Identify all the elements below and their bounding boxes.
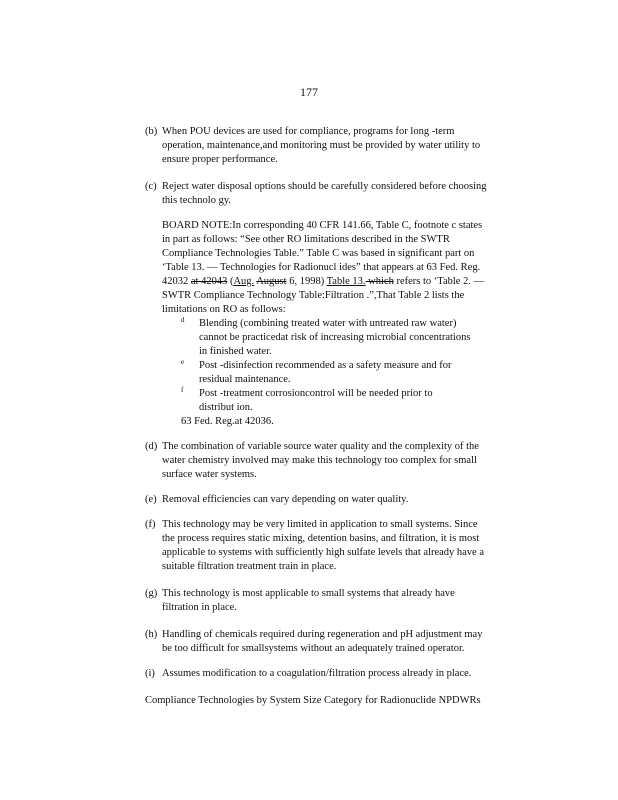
board-note-line-6: SWTR Compliance Technology Table:Filtration .”,That Table 2 lists the bbox=[162, 290, 465, 301]
note-c-line-1: Reject water disposal options should be carefully considered before choosing bbox=[162, 181, 487, 192]
citation: 63 Fed. Reg.at 42036. bbox=[181, 416, 274, 427]
footnote-f-line-1: Post -treatment corrosioncontrol will be needed prior to bbox=[199, 388, 433, 399]
note-f-line-3: applicable to systems with sufficiently high sulfate levels that already have a bbox=[162, 547, 485, 558]
note-e-marker: (e) bbox=[145, 494, 157, 505]
footnote-d-line-1: Blending (combining treated water with untreated raw water) bbox=[199, 318, 457, 329]
note-h-line-1: Handling of chemicals required during regeneration and pH adjustment may bbox=[162, 629, 483, 640]
board-note-line-2: in part as follows: “See other RO limitations described in the SWTR bbox=[162, 234, 450, 245]
note-f-line-1: This technology may be very limited in application to small systems. Since bbox=[162, 519, 478, 530]
note-g-line-2: filtration in place. bbox=[162, 602, 237, 613]
note-b-marker: (b) bbox=[145, 126, 158, 137]
note-i-line-1: Assumes modification to a coagulation/filtration process already in place. bbox=[162, 668, 472, 679]
note-h-marker: (h) bbox=[145, 629, 158, 640]
note-f-line-2: the process requires static mixing, detention basins, and filtration, it is most bbox=[162, 533, 480, 544]
footnote-f-line-2: distribut ion. bbox=[199, 402, 253, 413]
note-g-line-1: This technology is most applicable to small systems that already have bbox=[162, 588, 455, 599]
page-number: 177 bbox=[300, 85, 318, 99]
underlined-text: Table 13. bbox=[326, 276, 366, 287]
underlined-text: Aug. bbox=[233, 276, 255, 287]
board-note-line-4: ‘Table 13. — Technologies for Radionucl ides” that appears at 63 Fed. Reg. bbox=[162, 262, 481, 273]
note-d-line-3: surface water systems. bbox=[162, 469, 257, 480]
note-d-line-2: water chemistry involved may make this technology too complex for small bbox=[162, 455, 477, 466]
note-h-line-2: be too difficult for smallsystems without an adequately trained operator. bbox=[162, 643, 465, 654]
note-f-marker: (f) bbox=[145, 519, 156, 530]
note-d-marker: (d) bbox=[145, 441, 158, 452]
board-note-line-1: BOARD NOTE:In corresponding 40 CFR 141.66, Table C, footnote c states bbox=[162, 220, 483, 231]
note-d-line-1: The combination of variable source water quality and the complexity of the bbox=[162, 441, 479, 452]
note-c-marker: (c) bbox=[145, 181, 157, 192]
strikethrough-text: which bbox=[365, 276, 394, 287]
footnote-d-line-2: cannot be practicedat risk of increasing microbial concentrations bbox=[199, 332, 471, 343]
board-note-line-7: limitations on RO as follows: bbox=[162, 304, 286, 315]
board-note-line-5-text: refers to ‘Table 2. — bbox=[393, 276, 485, 287]
note-c-line-2: this technolo gy. bbox=[162, 195, 232, 206]
board-note-line-5-text: ( bbox=[227, 276, 234, 287]
strikethrough-text: at 42043 bbox=[190, 276, 228, 287]
footnote-d-marker: d bbox=[181, 316, 185, 324]
footnote-f-marker: f bbox=[181, 386, 184, 394]
board-note-line-5 bbox=[162, 275, 484, 289]
note-i-marker: (i) bbox=[145, 668, 155, 679]
note-g-marker: (g) bbox=[145, 588, 158, 599]
board-note-line-5-text: 42032 bbox=[162, 276, 191, 287]
footnote-d-line-3: in finished water. bbox=[199, 346, 272, 357]
footnote-e-marker: e bbox=[181, 358, 185, 366]
note-e-line-1: Removal efficiencies can vary depending on water quality. bbox=[162, 494, 409, 505]
note-b-line-3: ensure proper performance. bbox=[162, 154, 278, 165]
note-f-line-4: suitable filtration treatment train in place. bbox=[162, 561, 337, 572]
section-heading: Compliance Technologies by System Size Category for Radionuclide NPDWRs bbox=[145, 695, 481, 706]
note-b-line-2: operation, maintenance,and monitoring must be provided by water utility to bbox=[162, 140, 481, 151]
strikethrough-text: August bbox=[256, 276, 287, 287]
board-note-line-5-text: 6, 1998) bbox=[286, 276, 327, 287]
board-note-line-3: Compliance Technologies Table.” Table C was based in significant part on bbox=[162, 248, 475, 259]
footnote-e-line-1: Post -disinfection recommended as a safety measure and for bbox=[199, 360, 452, 371]
footnote-e-line-2: residual maintenance. bbox=[199, 374, 291, 385]
note-b-line-1: When POU devices are used for compliance, programs for long -term bbox=[162, 126, 455, 137]
